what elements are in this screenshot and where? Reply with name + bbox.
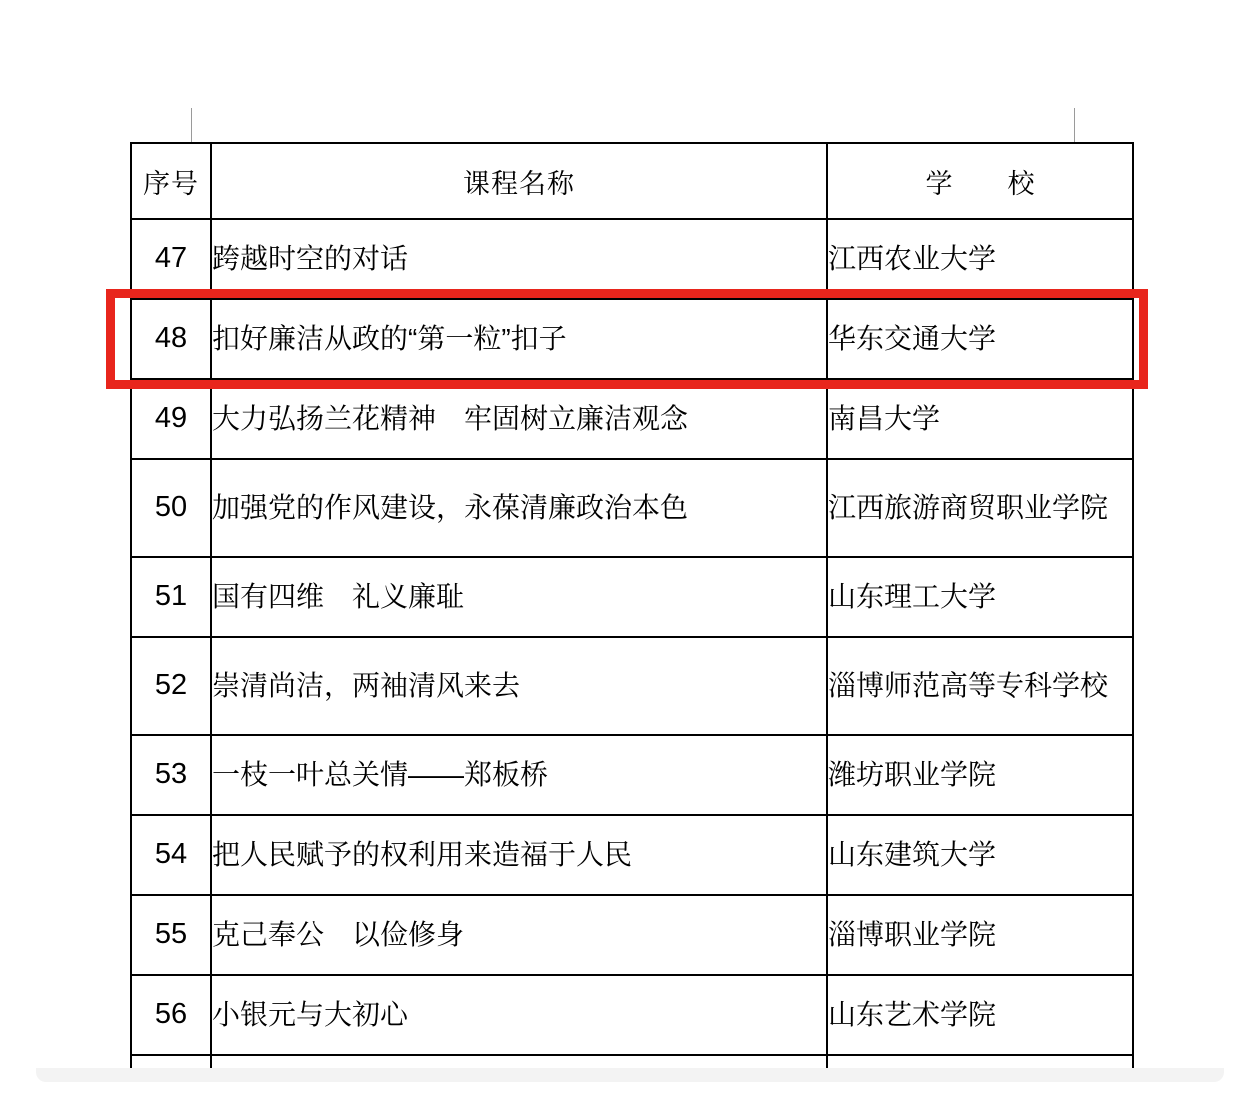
header-cell-school: [827, 143, 1133, 219]
cell-course-name: 跨越时空的对话: [211, 219, 827, 299]
right-margin-marker: [1074, 108, 1075, 144]
cell-sequence-number: 49: [131, 379, 211, 459]
cell-school-name: 南昌大学: [827, 379, 1133, 459]
cell-course-name: 崇清尚洁，两袖清风来去: [211, 637, 827, 735]
course-list-table: [130, 142, 1134, 1082]
cell-course-name: 扣好廉洁从政的“第一粒”扣子: [211, 299, 827, 379]
cell-school-name: 淄博师范高等专科学校: [827, 637, 1133, 735]
header-cell-no: 序号: [131, 143, 211, 219]
cell-course-name: 大力弘扬兰花精神 牢固树立廉洁观念: [211, 379, 827, 459]
table-row: [131, 895, 1133, 975]
table-header: [131, 143, 1133, 219]
cell-course-name: 国有四维 礼义廉耻: [211, 557, 827, 637]
table-row: [131, 379, 1133, 459]
cell-sequence-number: 50: [131, 459, 211, 557]
cell-school-name: 山东理工大学: [827, 557, 1133, 637]
cell-sequence-number: 51: [131, 557, 211, 637]
cell-school-name: 山东艺术学院: [827, 975, 1133, 1055]
course-list-table-container: [130, 142, 1132, 1082]
cell-course-name: 克己奉公 以俭修身: [211, 895, 827, 975]
table-header-row: [131, 143, 1133, 219]
cell-school-name: 潍坊职业学院: [827, 735, 1133, 815]
cell-course-name: 小银元与大初心: [211, 975, 827, 1055]
table-row: [131, 815, 1133, 895]
cell-sequence-number: 56: [131, 975, 211, 1055]
cell-sequence-number: 54: [131, 815, 211, 895]
cell-course-name: 一枝一叶总关情——郑板桥: [211, 735, 827, 815]
cell-sequence-number: 52: [131, 637, 211, 735]
left-margin-marker: [191, 108, 192, 144]
cell-course-name: 加强党的作风建设，永葆清廉政治本色: [211, 459, 827, 557]
cell-school-name: 华东交通大学: [827, 299, 1133, 379]
table-body: [131, 219, 1133, 1082]
cell-sequence-number: 53: [131, 735, 211, 815]
cell-sequence-number: 55: [131, 895, 211, 975]
cell-course-name: 把人民赋予的权利用来造福于人民: [211, 815, 827, 895]
header-cell-course-name: 课程名称: [211, 143, 827, 219]
header-school-text: 学 校: [925, 168, 1049, 199]
table-row: [131, 637, 1133, 735]
cell-sequence-number: 47: [131, 219, 211, 299]
page-bottom-spacer: [0, 1068, 1260, 1100]
page-edge: [36, 1068, 1224, 1082]
cell-school-name: 江西旅游商贸职业学院: [827, 459, 1133, 557]
cell-school-name: 山东建筑大学: [827, 815, 1133, 895]
table-row: [131, 735, 1133, 815]
cell-sequence-number: 48: [131, 299, 211, 379]
cell-school-name: 江西农业大学: [827, 219, 1133, 299]
table-row: [131, 299, 1133, 379]
table-row: [131, 975, 1133, 1055]
table-row: [131, 219, 1133, 299]
table-row: [131, 459, 1133, 557]
table-row: [131, 557, 1133, 637]
cell-school-name: 淄博职业学院: [827, 895, 1133, 975]
